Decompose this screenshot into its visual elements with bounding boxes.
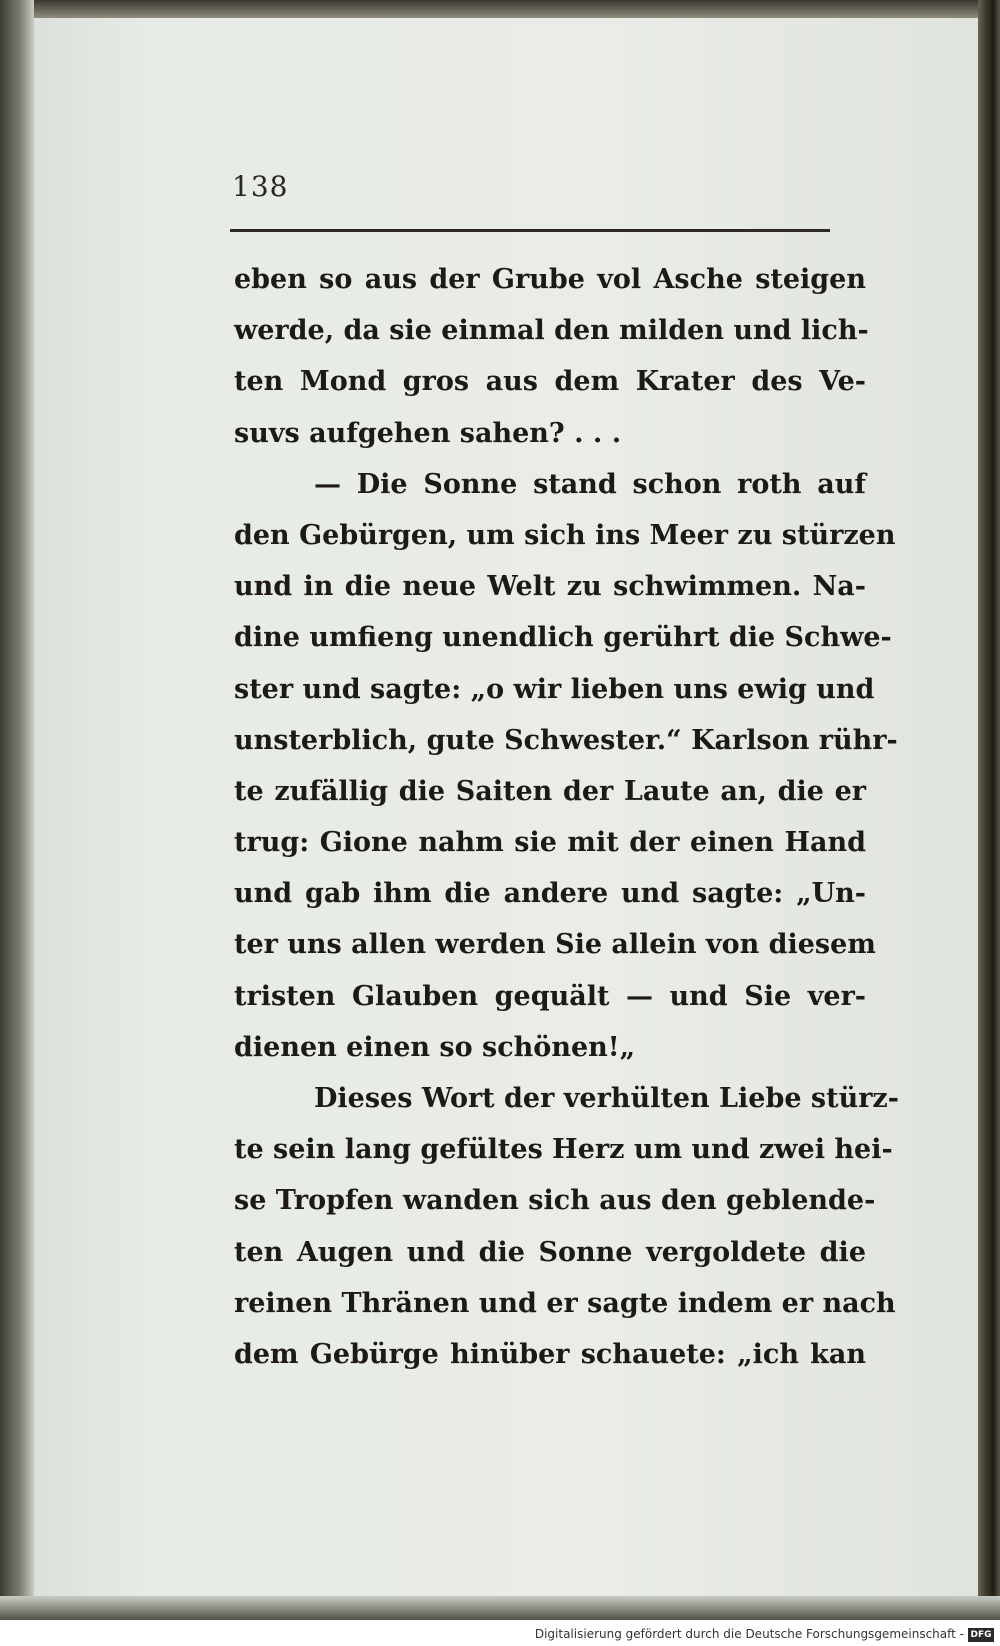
text-line: werde, da sie einmal den milden und lich-	[234, 315, 869, 347]
text-line: unsterblich, gute Schwester.“ Karlson rühr-	[234, 724, 898, 756]
scan-edge-bottom	[0, 1596, 1000, 1620]
text-line: dem Gebürge hinüber schauete: „ich kan	[234, 1338, 866, 1370]
scan-edge-top	[0, 0, 1000, 18]
text-line: ter uns allen werden Sie allein von diesem	[234, 929, 876, 961]
text-line: den Gebürgen, um sich ins Meer zu stürzen	[234, 519, 896, 551]
text-line: suvs aufgehen sahen? . . .	[234, 417, 622, 449]
text-line: reinen Thränen und er sagte indem er nach	[234, 1287, 896, 1319]
text-line: se Tropfen wanden sich aus den geblende-	[234, 1185, 876, 1217]
text-line: trug: Gione nahm sie mit der einen Hand	[234, 827, 866, 859]
text-line: tristen Glauben gequält — und Sie ver-	[234, 980, 866, 1012]
footer-credit: Digitalisierung gefördert durch die Deutsche Forschungsgemeinschaft -	[534, 1627, 964, 1641]
text-line: — Die Sonne stand schon roth auf	[314, 468, 866, 500]
footer-bar	[0, 1624, 1000, 1646]
page-number: 138	[232, 170, 289, 203]
body-text	[234, 254, 899, 1380]
text-line: te sein lang gefültes Herz um und zwei hei-	[234, 1134, 893, 1166]
text-line: Dieses Wort der verhülten Liebe stürz-	[314, 1083, 899, 1114]
text-line: ten Mond gros aus dem Krater des Ve-	[234, 366, 866, 398]
text-line: und in die neue Welt zu schwimmen. Na-	[234, 571, 866, 603]
text-line: dine umfieng unendlich gerührt die Schwe-	[234, 622, 892, 654]
dfg-logo: DFG	[968, 1628, 994, 1642]
text-line: ster und sagte: „o wir lieben uns ewig und	[234, 673, 875, 705]
text-line: ten Augen und die Sonne vergoldete die	[234, 1236, 866, 1268]
text-line: te zufällig die Saiten der Laute an, die er	[234, 775, 866, 807]
text-line: eben so aus der Grube vol Asche steigen	[234, 264, 866, 295]
scan-edge-left	[0, 0, 34, 1620]
text-line: und gab ihm die andere und sagte: „Un-	[234, 878, 866, 910]
text-line: dienen einen so schönen!„	[234, 1031, 636, 1063]
header-rule	[230, 229, 830, 232]
book-edge-right	[978, 0, 1000, 1620]
